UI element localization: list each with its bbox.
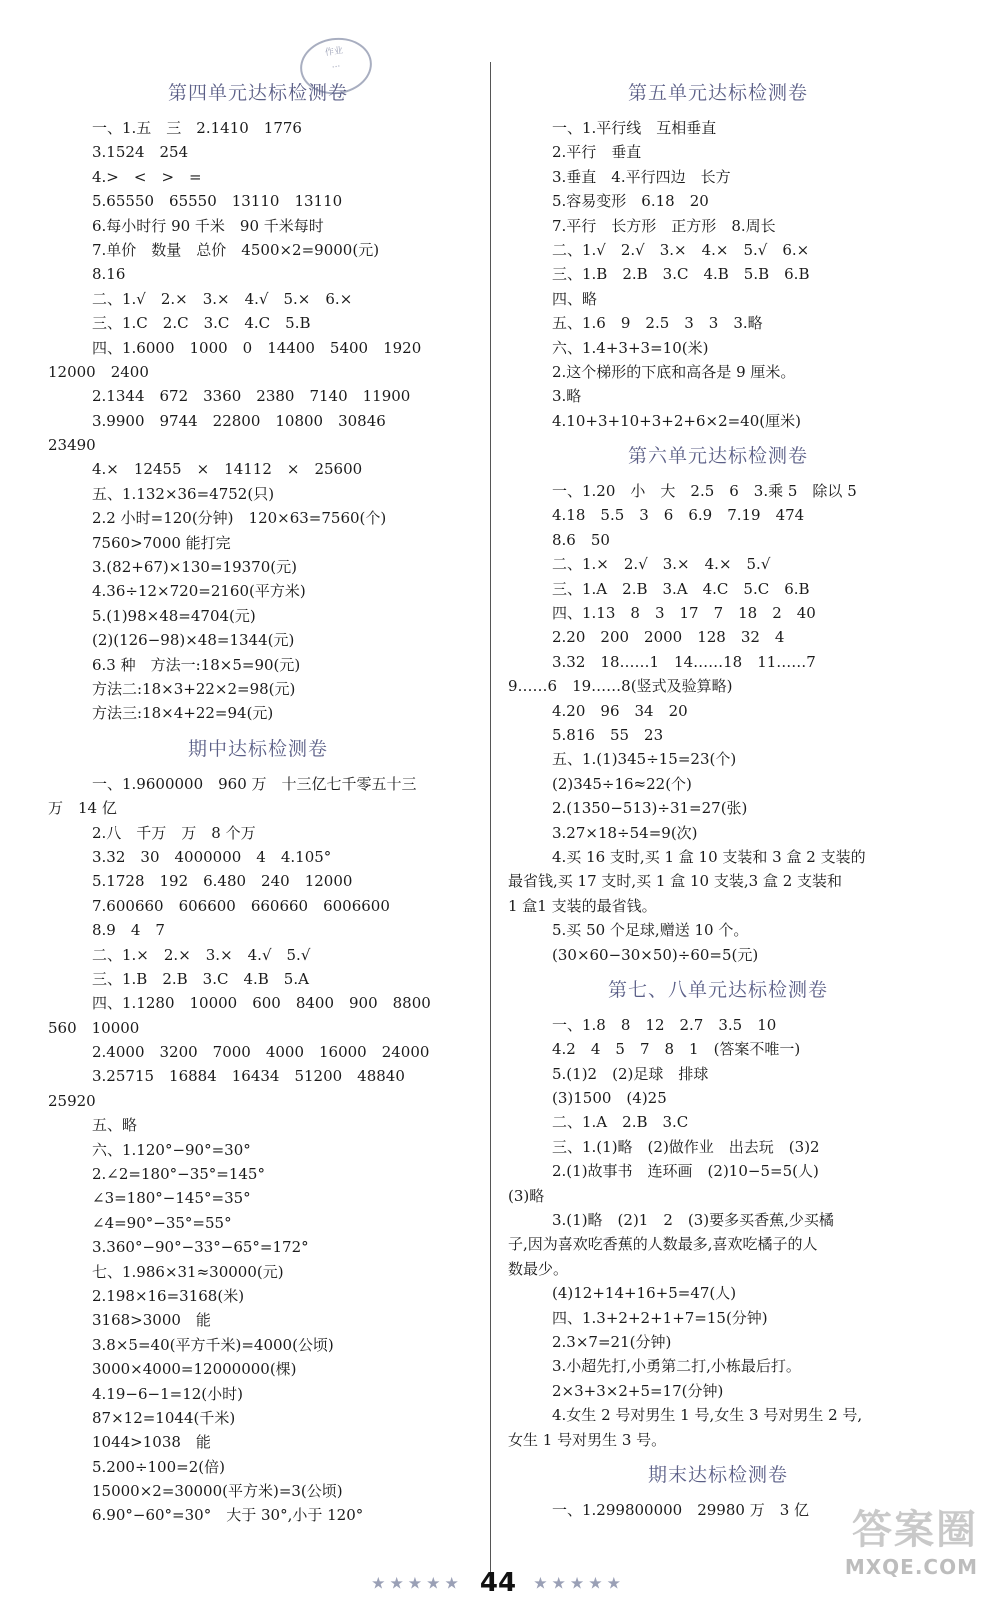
answer-line: 3.小超先打,小勇第二打,小栋最后打。 — [552, 1357, 801, 1376]
answer-line: 2.198×16=3168(米) — [92, 1286, 245, 1305]
answer-line: 一、1.8 8 12 2.7 3.5 10 — [552, 1015, 777, 1034]
answer-line: 三、1.B 2.B 3.C 4.B 5.B 6.B — [552, 265, 810, 284]
answer-line: 女生 1 号对男生 3 号。 — [508, 1430, 667, 1449]
answer-line: 万 14 亿 — [48, 799, 117, 818]
answer-line: 2.3×7=21(分钟) — [552, 1332, 672, 1351]
section-title: 第五单元达标检测卷 — [627, 82, 808, 104]
page-number: 44 — [479, 1568, 517, 1598]
answer-line: 6.90°−60°=30° 大于 30°,小于 120° — [92, 1506, 364, 1525]
answer-line: 5.买 50 个足球,赠送 10 个。 — [552, 921, 749, 940]
answer-line: 四、1.6000 1000 0 14400 5400 1920 — [92, 338, 422, 357]
watermark-url: MXQE.COM — [844, 1555, 978, 1579]
answer-line: 87×12=1044(千米) — [92, 1408, 236, 1427]
answer-line: 3.32 18……1 14……18 11……7 — [552, 652, 816, 671]
answer-line: 子,因为喜欢吃香蕉的人数最多,喜欢吃橘子的人 — [508, 1235, 818, 1254]
section-title: 第七、八单元达标检测卷 — [607, 978, 828, 1001]
answer-line: 方法二:18×3+22×2=98(元) — [92, 679, 296, 698]
answer-line: ∠4=90°−35°=55° — [92, 1213, 232, 1232]
answer-line: 3.1524 254 — [92, 143, 189, 162]
answer-line: 3.9900 9744 22800 10800 30846 — [92, 411, 386, 430]
answer-line: 2.八 千万 万 8 个万 — [92, 823, 256, 842]
section-title: 第六单元达标检测卷 — [627, 445, 808, 468]
answer-line: 4.> < > = — [92, 167, 202, 186]
watermark-logo-text: 答案圈 — [852, 1507, 978, 1553]
answer-line: 四、略 — [552, 289, 598, 308]
answer-line: 2.(1350−513)÷31=27(张) — [552, 799, 748, 818]
answer-line: 五、1.(1)345÷15=23(个) — [552, 750, 737, 769]
answer-line: 二、1.× 2.× 3.× 4.√ 5.√ — [92, 945, 311, 964]
answer-line: 七、1.986×31≈30000(元) — [92, 1262, 284, 1281]
answer-line: 4.10+3+10+3+2+6×2=40(厘米) — [552, 411, 801, 430]
column-divider — [490, 62, 491, 1572]
answer-line: 7560>7000 能打完 — [92, 533, 231, 552]
watermark — [798, 1498, 978, 1578]
answer-line: 一、1.五 三 2.1410 1776 — [92, 119, 302, 137]
answer-line: 4.36÷12×720=2160(平方米) — [92, 582, 306, 601]
answer-line: 2.20 200 2000 128 32 4 — [552, 628, 785, 647]
answer-line: 5.(1)98×48=4704(元) — [92, 606, 256, 625]
answer-line: 五、略 — [92, 1116, 138, 1135]
section-title: 期中达标检测卷 — [187, 737, 328, 760]
answer-line: 2.1344 672 3360 2380 7140 11900 — [92, 387, 411, 406]
answer-line: 3.垂直 4.平行四边 长方 — [552, 167, 731, 186]
answer-line: 9……6 19……8(竖式及验算略) — [508, 677, 733, 696]
answer-line: 最省钱,买 17 支时,买 1 盒 10 支装,3 盒 2 支装和 — [508, 872, 843, 891]
answer-line: 四、1.13 8 3 17 7 18 2 40 — [552, 604, 816, 623]
section-title: 期末达标检测卷 — [647, 1463, 788, 1486]
answer-line: 数最少。 — [508, 1259, 569, 1278]
answer-line: 方法三:18×4+22=94(元) — [92, 704, 274, 723]
answer-line: (2)(126−98)×48=1344(元) — [92, 631, 295, 650]
answer-line: 4.2 4 5 7 8 1 (答案不唯一) — [552, 1040, 801, 1059]
answer-line: 3000×4000=12000000(棵) — [92, 1360, 297, 1379]
answer-line: 8.9 4 7 — [92, 921, 165, 940]
answer-line: 2.这个梯形的下底和高各是 9 厘米。 — [552, 362, 796, 381]
answer-line: 1 盒1 支装的最省钱。 — [508, 896, 657, 915]
answer-line: 5.65550 65550 13110 13110 — [92, 192, 343, 211]
answer-line: 8.16 — [92, 265, 126, 284]
answer-line: 二、1.× 2.√ 3.× 4.× 5.√ — [552, 555, 771, 574]
stamp-text: 作业 — [324, 45, 344, 59]
answer-line: 5.816 55 23 — [552, 725, 664, 744]
answer-line: 六、1.4+3+3=10(米) — [552, 338, 709, 357]
answer-line: 8.6 50 — [552, 530, 610, 549]
answer-line: 五、1.132×36=4752(只) — [92, 484, 275, 503]
answer-line: 7.600660 606600 660660 6006600 — [92, 896, 390, 915]
answer-line: (3)略 — [508, 1186, 545, 1205]
answer-line: 3.(82+67)×130=19370(元) — [92, 558, 297, 577]
answer-line: 3.(1)略 (2)1 2 (3)要多买香蕉,少买橘 — [552, 1211, 834, 1230]
answer-line: ∠3=180°−145°=35° — [92, 1189, 251, 1208]
answer-line: 3.27×18÷54=9(次) — [552, 823, 698, 842]
answer-line: 3.略 — [552, 387, 582, 406]
answer-line: 2.∠2=180°−35°=145° — [92, 1165, 265, 1184]
answer-line: 2.平行 垂直 — [552, 143, 642, 162]
answer-line: 三、1.A 2.B 3.A 4.C 5.C 6.B — [552, 579, 810, 598]
answer-line: 4.× 12455 × 14112 × 25600 — [92, 460, 363, 479]
answer-line: 四、1.3+2+2+1+7=15(分钟) — [552, 1308, 768, 1327]
answer-line: 三、1.B 2.B 3.C 4.B 5.A — [92, 969, 309, 988]
answer-line: (4)12+14+16+5=47(人) — [552, 1284, 737, 1303]
answer-line: 6.每小时行 90 千米 90 千米每时 — [92, 216, 324, 235]
answer-line: 3.32 30 4000000 4 4.105° — [92, 847, 332, 866]
answer-line: 五、1.6 9 2.5 3 3 3.略 — [552, 314, 763, 333]
right-column — [508, 70, 928, 1522]
answer-line: 二、1.√ 2.√ 3.× 4.× 5.√ 6.× — [552, 240, 810, 259]
answer-line: (3)1500 (4)25 — [552, 1089, 667, 1108]
answer-line: 4.买 16 支时,买 1 盒 10 支装和 3 盒 2 支装的 — [552, 847, 866, 866]
star-decoration-right: ★★★★★ — [533, 1573, 625, 1593]
answer-line: 2.(1)故事书 连环画 (2)10−5=5(人) — [552, 1162, 819, 1181]
answer-line: 三、1.(1)略 (2)做作业 出去玩 (3)2 — [552, 1137, 820, 1156]
answer-line: 3168>3000 能 — [92, 1311, 211, 1330]
section-title: 第四单元达标检测卷 — [167, 82, 348, 104]
answer-line: 2.2 小时=120(分钟) 120×63=7560(个) — [92, 509, 387, 528]
answer-line: 23490 — [48, 436, 96, 455]
answer-line: 二、1.A 2.B 3.C — [552, 1113, 689, 1132]
answer-line: 1044>1038 能 — [92, 1433, 211, 1452]
stamp-text-2: ... — [330, 59, 341, 71]
answer-line: 2×3+3×2+5=17(分钟) — [552, 1381, 724, 1400]
answer-line: 六、1.120°−90°=30° — [92, 1140, 251, 1159]
answer-line: 5.1728 192 6.480 240 12000 — [92, 872, 353, 891]
answer-line: 7.平行 长方形 正方形 8.周长 — [552, 216, 776, 235]
answer-line: 3.25715 16884 16434 51200 48840 — [92, 1067, 405, 1086]
answer-line: 7.单价 数量 总价 4500×2=9000(元) — [92, 240, 380, 259]
answer-line: 25920 — [48, 1091, 96, 1110]
answer-line: 三、1.C 2.C 3.C 4.C 5.B — [92, 314, 311, 333]
answer-line: 5.容易变形 6.18 20 — [552, 192, 709, 211]
answer-line: 一、1.9600000 960 万 十三亿七千零五十三 — [92, 774, 417, 793]
answer-line: 5.(1)2 (2)足球 排球 — [552, 1064, 709, 1083]
answer-line: 3.360°−90°−33°−65°=172° — [92, 1238, 309, 1257]
answer-line: 3.8×5=40(平方千米)=4000(公顷) — [92, 1335, 334, 1354]
answer-line: 一、1.20 小 大 2.5 6 3.乘 5 除以 5 — [552, 482, 857, 501]
answer-line: 2.4000 3200 7000 4000 16000 24000 — [92, 1043, 430, 1062]
answer-line: 二、1.√ 2.× 3.× 4.√ 5.× 6.× — [92, 289, 353, 308]
answer-line: 12000 2400 — [48, 362, 149, 381]
answer-line: 4.女生 2 号对男生 1 号,女生 3 号对男生 2 号, — [552, 1406, 863, 1425]
answer-line: 560 10000 — [48, 1018, 140, 1037]
answer-line: 15000×2=30000(平方米)=3(公顷) — [92, 1482, 343, 1501]
answer-line: 6.3 种 方法一:18×5=90(元) — [92, 655, 301, 674]
answer-line: 5.200÷100=2(倍) — [92, 1457, 225, 1476]
answer-line: (2)345÷16≈22(个) — [552, 774, 692, 793]
answer-line: 4.18 5.5 3 6 6.9 7.19 474 — [552, 506, 805, 525]
answer-line: 一、1.平行线 互相垂直 — [552, 119, 717, 137]
star-decoration-left: ★★★★★ — [371, 1573, 463, 1593]
answer-line: 4.19−6−1=12(小时) — [92, 1384, 243, 1403]
answer-line: 四、1.1280 10000 600 8400 900 8800 — [92, 994, 431, 1013]
answer-line: (30×60−30×50)÷60=5(元) — [552, 945, 759, 964]
answer-line: 一、1.299800000 29980 万 3 亿 — [552, 1500, 810, 1519]
answer-line: 4.20 96 34 20 — [552, 701, 688, 720]
left-column — [48, 70, 468, 1528]
